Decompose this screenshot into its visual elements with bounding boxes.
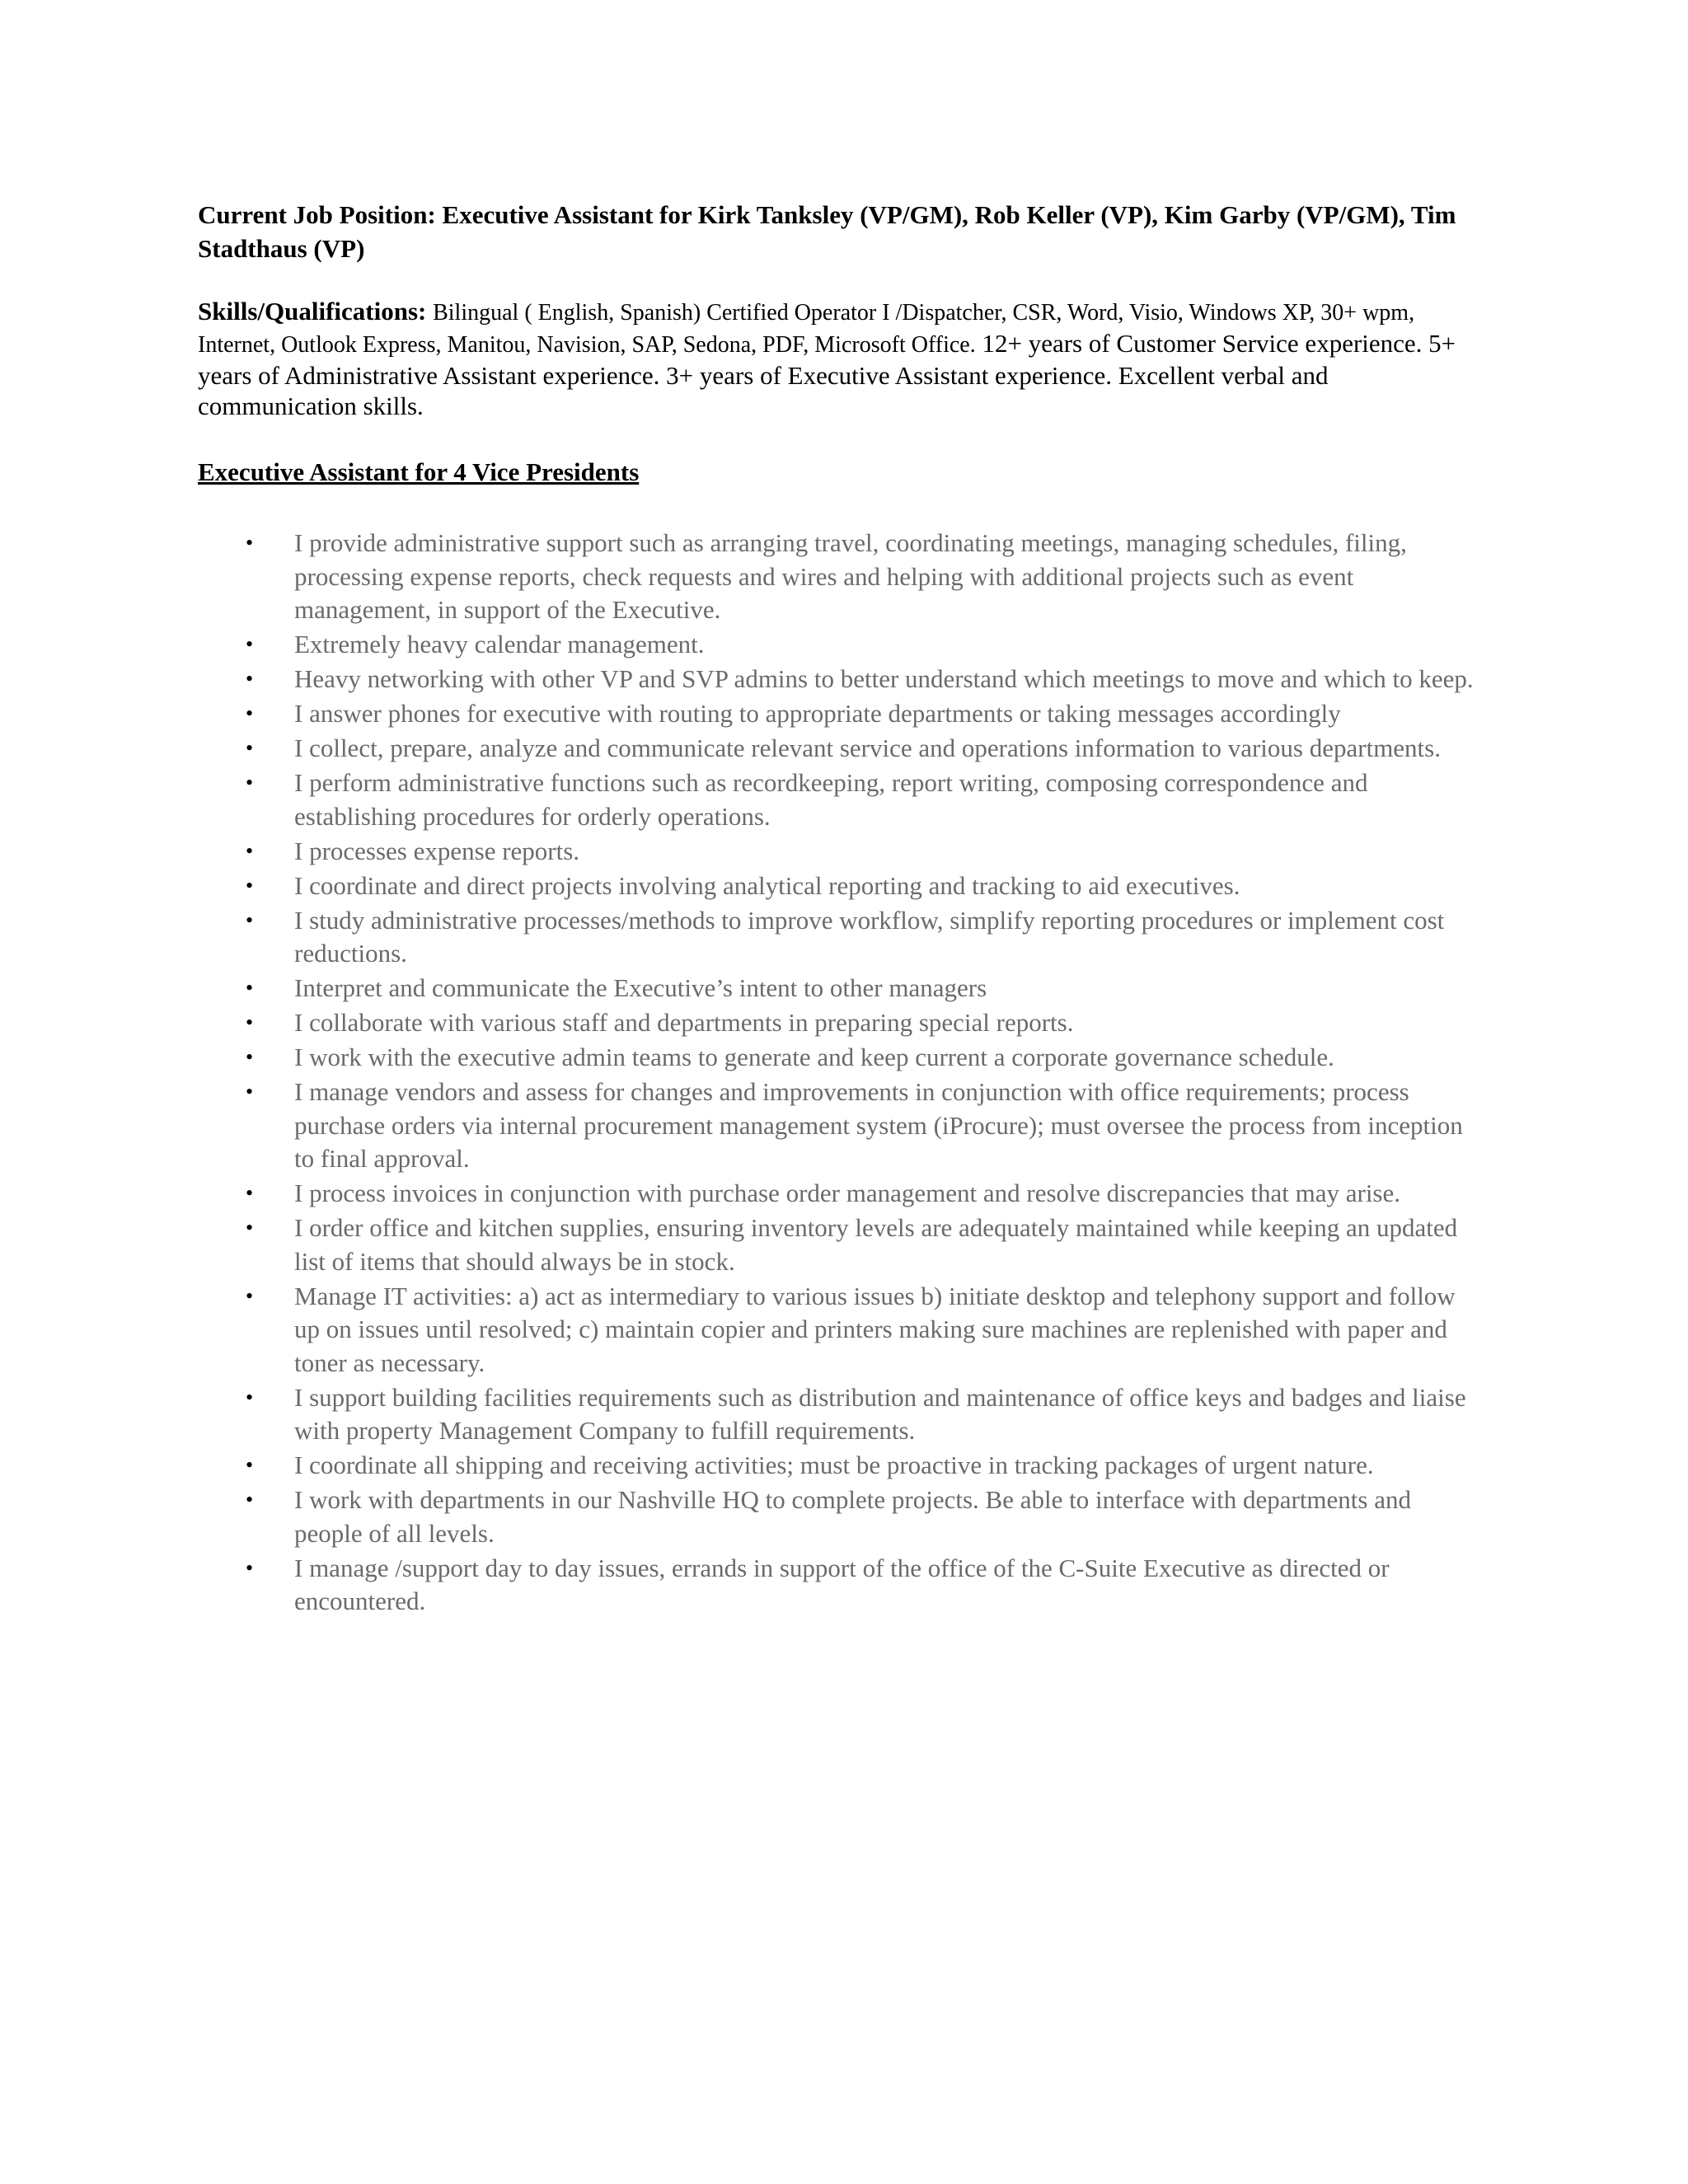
list-item (198, 1212, 1484, 1278)
bullet-icon: • (246, 771, 254, 794)
current-job-position-value: Executive Assistant for Kirk Tanksley (VP/GM), Rob Keller (VP), Kim Garby (VP/GM), Tim Stadthaus (VP) (198, 200, 1456, 263)
list-item (198, 628, 1484, 662)
list-item-text: Interpret and communicate the Executive’s intent to other managers (294, 973, 987, 1002)
bullet-icon: • (246, 873, 254, 898)
list-item-text: I work with departments in our Nashville HQ to complete projects. Be able to interface with departments and people of all levels. (294, 1485, 1411, 1548)
list-item (198, 1006, 1484, 1040)
bullet-icon: • (246, 838, 254, 863)
duties-list (198, 527, 1484, 1619)
list-item (198, 766, 1484, 833)
list-item-text: I process invoices in conjunction with purchase order management and resolve discrepancies that may arise. (294, 1179, 1401, 1207)
bullet-icon: • (246, 736, 254, 760)
bullet-icon: • (246, 1080, 254, 1104)
skills-list: Bilingual ( English, Spanish) Certified Operator I /Dispatcher, CSR, Word, Visio, Windows XP, 30+ wpm, Internet, Outlook Express, Manitou, Navision, SAP, Sedona, PDF, Microsoft Office. (198, 300, 1415, 358)
list-item (198, 663, 1484, 696)
list-item-text: I order office and kitchen supplies, ensuring inventory levels are adequately maintained while keeping an updated list of items that should always be in stock. (294, 1213, 1458, 1276)
bullet-icon: • (246, 701, 254, 725)
list-item-text: I study administrative processes/methods to improve workflow, simplify reporting procedures or implement cost reductions. (294, 905, 1445, 968)
bullet-icon: • (246, 1385, 254, 1409)
list-item-text: I coordinate and direct projects involving analytical reporting and tracking to aid executives. (294, 870, 1240, 900)
list-item (198, 869, 1484, 903)
current-job-position-label: Current Job Position: (198, 200, 436, 229)
bullet-icon: • (246, 667, 254, 691)
skills-label: Skills/Qualifications: (198, 297, 427, 326)
bullet-icon: • (246, 976, 254, 1000)
experience-summary: 12+ years of Customer Service experience. 5+ years of Administrative Assistant experience. 3+ years of Executive Assistant experience. Excellent verbal and communication skills. (198, 329, 1456, 420)
list-item-text: I manage vendors and assess for changes and improvements in conjunction with office requirements; process purchase orders via internal procurement management system (iProcure); must oversee the process from inception to final approval. (294, 1077, 1463, 1173)
bullet-icon: • (246, 1453, 254, 1477)
list-item-text: Heavy networking with other VP and SVP admins to better understand which meetings to move and which to keep. (294, 664, 1474, 693)
bullet-icon: • (246, 1283, 254, 1308)
list-item-text: I collect, prepare, analyze and communicate relevant service and operations information to various departments. (294, 733, 1441, 762)
list-item (198, 972, 1484, 1005)
list-item (198, 1280, 1484, 1380)
list-item-text: I collaborate with various staff and departments in preparing special reports. (294, 1008, 1074, 1037)
document-content (198, 198, 1484, 1619)
bullet-icon: • (246, 907, 254, 932)
list-item-text: Manage IT activities: a) act as intermediary to various issues b) initiate desktop and telephony support and follow up on issues until resolved; c) maintain copier and printers making sure machines are replenished with paper and toner as necessary. (294, 1281, 1456, 1377)
list-item (198, 1449, 1484, 1483)
list-item-text: I work with the executive admin teams to generate and keep current a corporate governance schedule. (294, 1043, 1334, 1071)
bullet-icon: • (246, 1181, 254, 1205)
list-item (198, 835, 1484, 869)
list-item (198, 904, 1484, 971)
list-item (198, 1076, 1484, 1176)
list-item (198, 1041, 1484, 1075)
list-item-text: I answer phones for executive with routing to appropriate departments or taking messages accordingly (294, 699, 1341, 728)
list-item (198, 732, 1484, 766)
current-job-position (198, 198, 1484, 265)
list-item-text: I processes expense reports. (294, 836, 580, 865)
bullet-icon: • (246, 1555, 254, 1580)
list-item-text: I perform administrative functions such as recordkeeping, report writing, composing correspondence and establishing procedures for orderly operations. (294, 768, 1368, 831)
list-item (198, 1552, 1484, 1619)
list-item (198, 1381, 1484, 1448)
bullet-icon: • (246, 1045, 254, 1069)
list-item (198, 527, 1484, 627)
section-heading: Executive Assistant for 4 Vice Presidents (198, 457, 640, 486)
bullet-icon: • (246, 531, 254, 555)
bullet-icon: • (246, 632, 254, 656)
list-item-text: Extremely heavy calendar management. (294, 630, 705, 658)
skills-qualifications (198, 296, 1484, 421)
list-item (198, 1483, 1484, 1550)
list-item-text: I support building facilities requirements such as distribution and maintenance of office keys and badges and liaise with property Management Company to fulfill requirements. (294, 1382, 1466, 1445)
list-item-text: I manage /support day to day issues, errands in support of the office of the C-Suite Executive as directed or encountered. (294, 1553, 1390, 1615)
bullet-icon: • (246, 1488, 254, 1511)
list-item (198, 1177, 1484, 1211)
bullet-icon: • (246, 1010, 254, 1034)
bullet-icon: • (246, 1216, 254, 1240)
list-item (198, 697, 1484, 731)
list-item-text: I coordinate all shipping and receiving activities; must be proactive in tracking packages of urgent nature. (294, 1451, 1374, 1479)
list-item-text: I provide administrative support such as arranging travel, coordinating meetings, managing schedules, filing, processing expense reports, check requests and wires and helping with additional projects such as event management, in support of the Executive. (294, 528, 1407, 624)
